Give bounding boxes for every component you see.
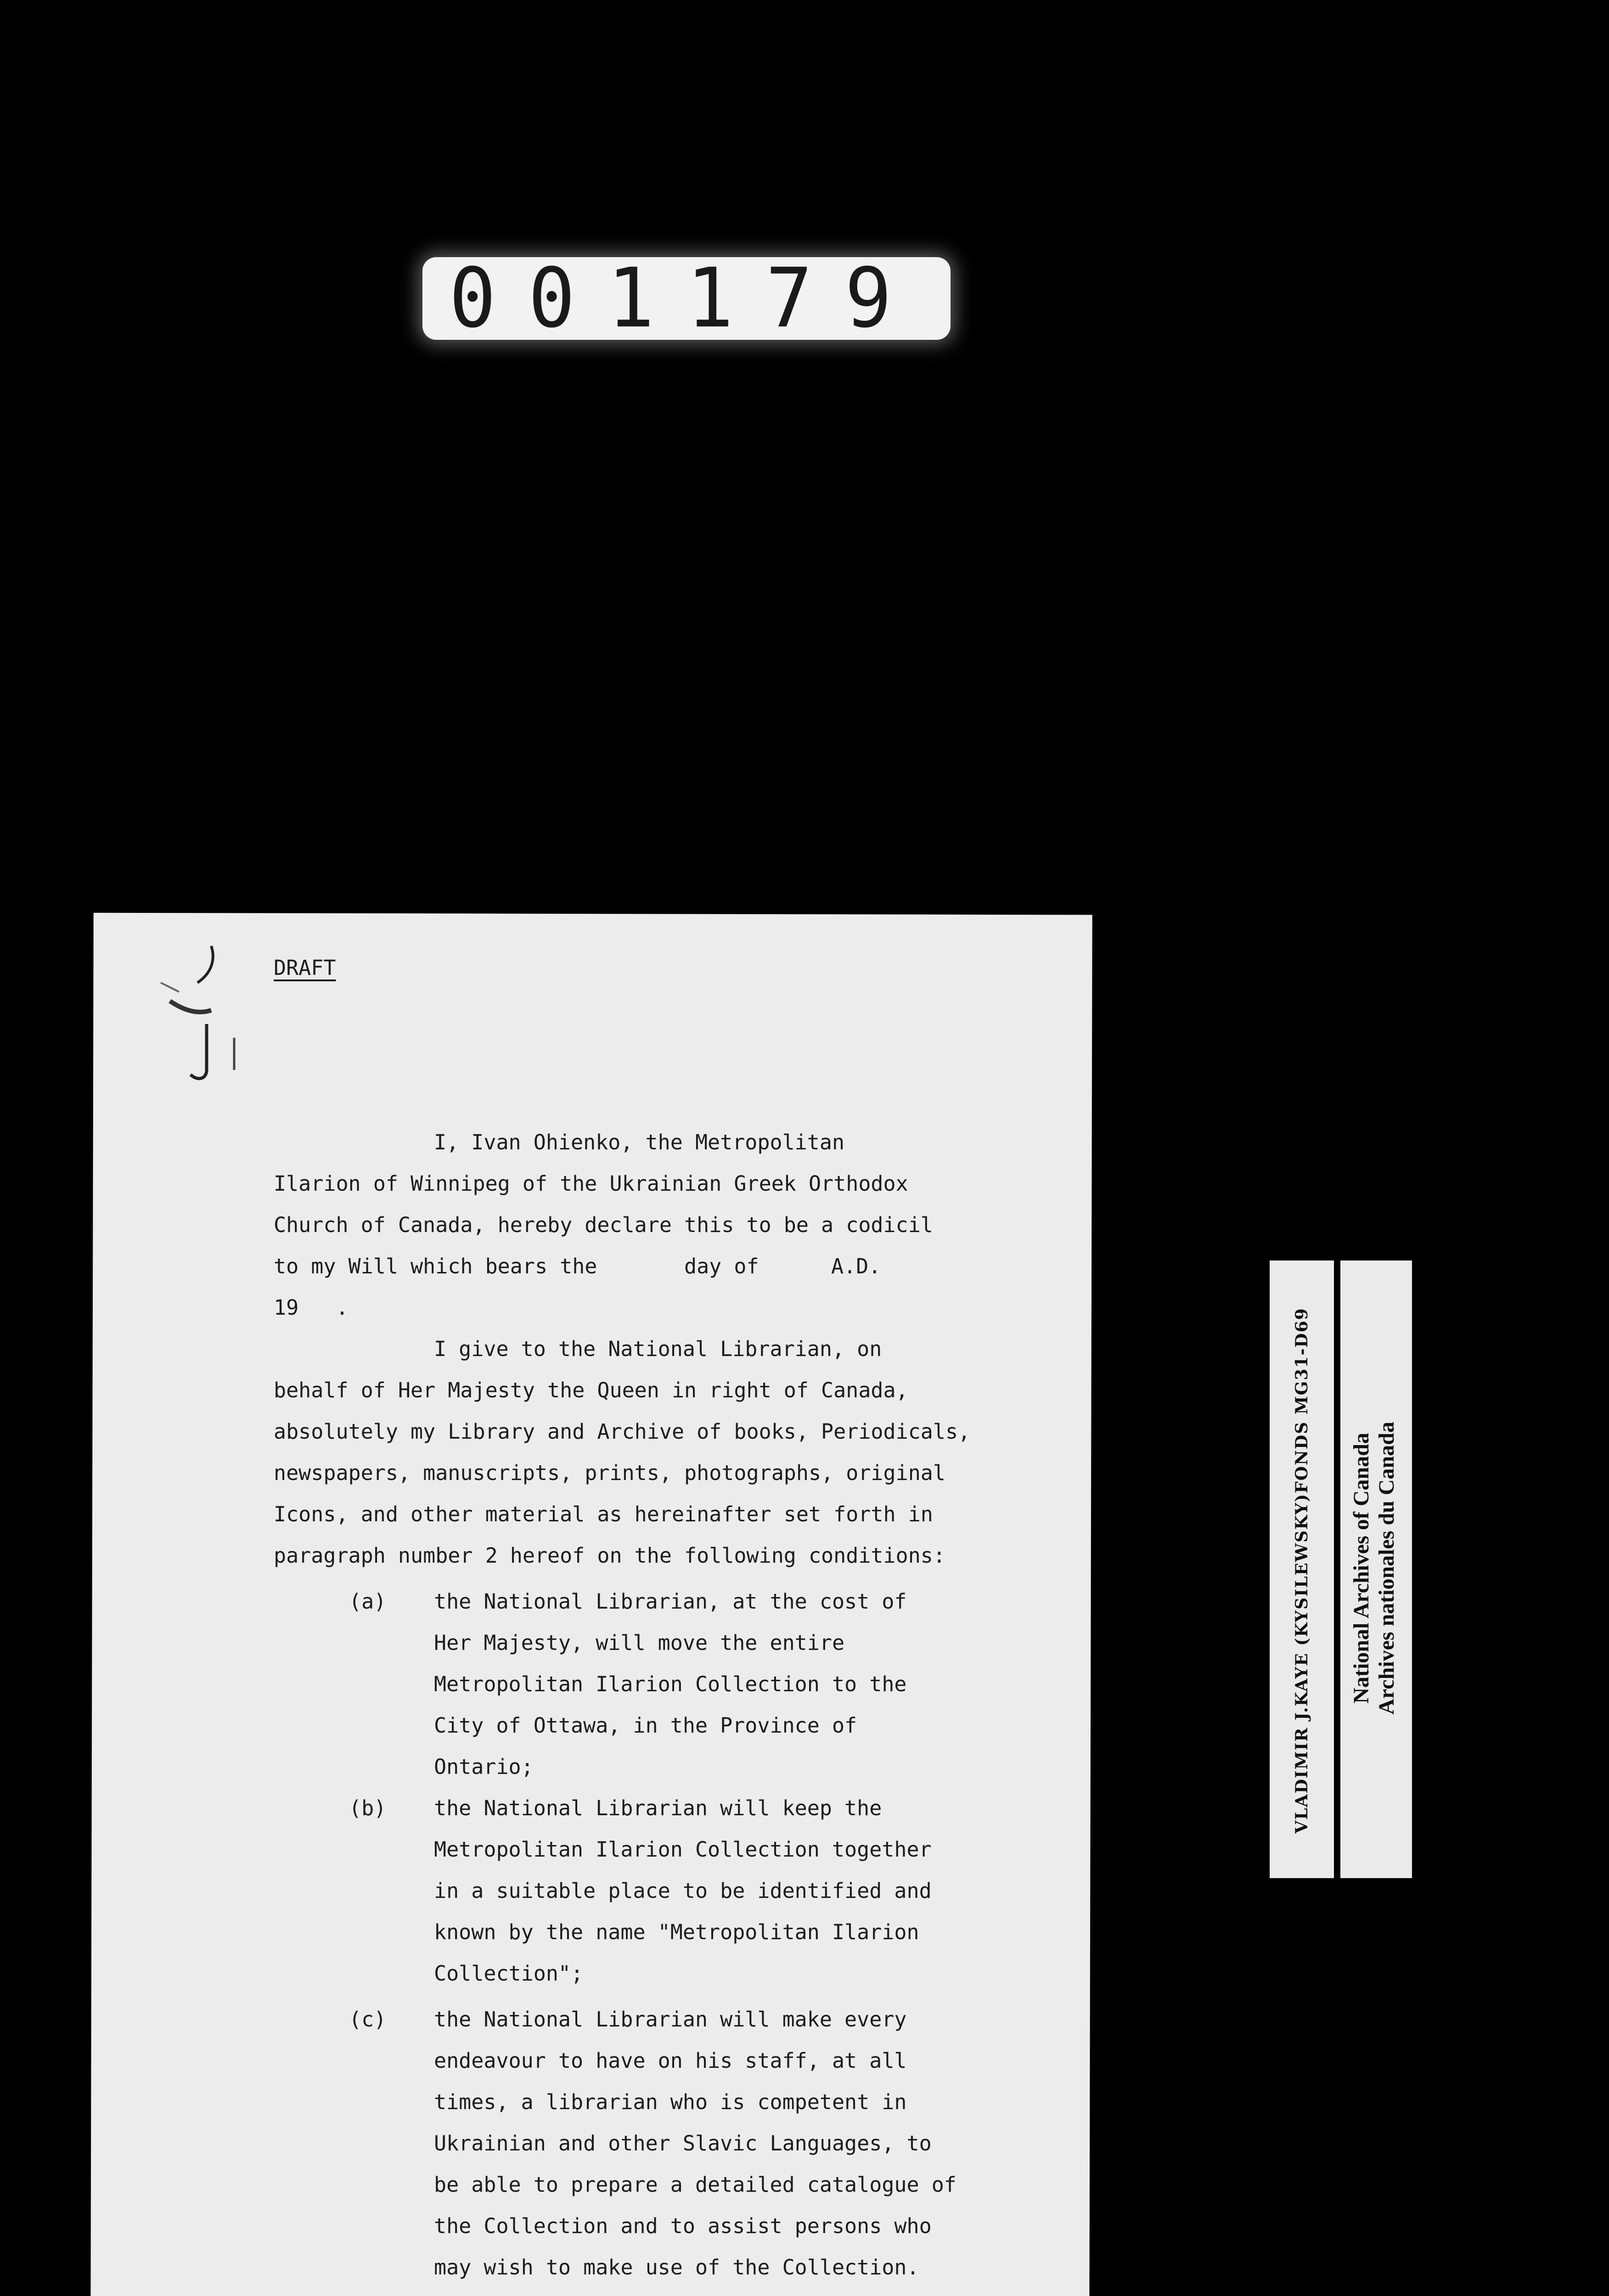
text-line: Icons, and other material as hereinafter set forth in — [274, 1502, 933, 1526]
condition-line: Ontario; — [434, 1755, 534, 1779]
condition-line: the Collection and to assist persons who — [434, 2214, 932, 2238]
text-line: I, Ivan Ohienko, the Metropolitan — [434, 1130, 845, 1154]
condition-line: in a suitable place to be identified and — [434, 1879, 932, 1903]
institution-name-en: National Archives of Canada — [1349, 1433, 1373, 1704]
condition-line: the National Librarian will make every — [434, 2007, 907, 2032]
text-line: Church of Canada, hereby declare this to be a codicil — [274, 1213, 933, 1237]
text-fragment: A.D. — [831, 1254, 881, 1278]
text-line: I give to the National Librarian, on — [434, 1337, 882, 1361]
handwritten-mark — [142, 932, 262, 1084]
condition-line: endeavour to have on his staff, at all — [434, 2048, 907, 2073]
frame-number: 001179 — [449, 251, 924, 346]
condition-line: may wish to make use of the Collection. — [434, 2255, 919, 2279]
condition-label: (a) — [349, 1589, 387, 1614]
text-line: paragraph number 2 hereof on the following conditions: — [274, 1543, 945, 1568]
fonds-reference: VLADIMIR J.KAYE (KYSILEWSKY)FONDS MG31-D69 — [1292, 1307, 1311, 1834]
text-fragment: day of — [684, 1254, 759, 1278]
condition-line: be able to prepare a detailed catalogue of — [434, 2172, 956, 2197]
condition-line: times, a librarian who is competent in — [434, 2090, 907, 2114]
text-line: absolutely my Library and Archive of books, Periodicals, — [274, 1419, 971, 1444]
text-line: behalf of Her Majesty the Queen in right of Canada, — [274, 1378, 908, 1402]
condition-line: Her Majesty, will move the entire — [434, 1631, 845, 1655]
condition-label: (b) — [349, 1796, 387, 1820]
institution-name-fr: Archives nationales du Canada — [1374, 1422, 1399, 1715]
condition-line: Collection"; — [434, 1961, 584, 1986]
text-line: 19 . — [274, 1295, 349, 1320]
text-line: to my Will which bears the — [274, 1254, 597, 1278]
condition-line: the National Librarian, at the cost of — [434, 1589, 907, 1614]
condition-line: Metropolitan Ilarion Collection to the — [434, 1672, 907, 1696]
label-divider — [1334, 1261, 1340, 1878]
frame-counter — [422, 251, 951, 346]
draft-heading: DRAFT — [274, 956, 336, 980]
condition-label: (c) — [349, 2007, 387, 2032]
text-line: newspapers, manuscripts, prints, photographs, original — [274, 1461, 945, 1485]
condition-line: the National Librarian will keep the — [434, 1796, 882, 1820]
condition-line: Metropolitan Ilarion Collection together — [434, 1837, 932, 1862]
condition-line: City of Ottawa, in the Province of — [434, 1713, 857, 1738]
condition-line: known by the name "Metropolitan Ilarion — [434, 1920, 919, 1944]
condition-line: Ukrainian and other Slavic Languages, to — [434, 2131, 932, 2155]
text-line: Ilarion of Winnipeg of the Ukrainian Greek Orthodox — [274, 1171, 908, 1196]
